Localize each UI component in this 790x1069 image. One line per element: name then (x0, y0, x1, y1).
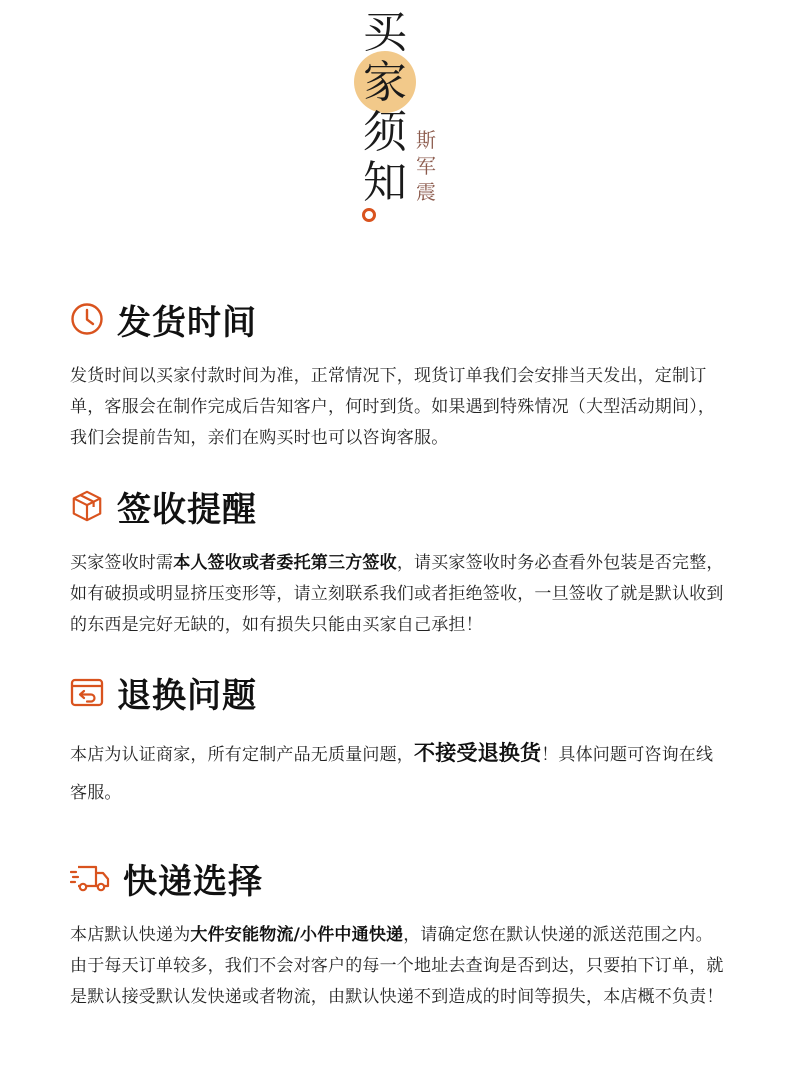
delivery-truck-icon (70, 861, 110, 895)
section-header (70, 856, 730, 900)
subtitle-char: 斯 (416, 128, 436, 152)
text-part: 本店为认证商家，所有定制产品无质量问题， (70, 745, 414, 765)
title-char: 须 (363, 107, 407, 158)
text-emphasis: 本人签收或者委托第三方签收 (173, 553, 397, 573)
section-courier (70, 856, 730, 1013)
subtitle (414, 127, 438, 205)
text-part: 买家签收时需 (70, 553, 174, 573)
section-text (70, 920, 730, 1013)
title-char: 家 (363, 57, 407, 108)
section-returns (70, 670, 730, 812)
text-emphasis: 大件安能物流/小件中通快递 (190, 925, 404, 945)
return-box-icon (70, 675, 104, 709)
section-text (70, 548, 730, 641)
title-char: 买 (363, 7, 407, 58)
section-title: 发货时间 (117, 302, 257, 343)
section-shipping-time (70, 297, 730, 454)
text-emphasis: 不接受退换货 (414, 741, 542, 765)
title-char: 知 (363, 157, 407, 208)
section-text: 发货时间以买家付款时间为准，正常情况下，现货订单我们会安排当天发出，定制订单，客服会在制作完成后告知客户，何时到货。如果遇到特殊情况（大型活动期间），我们会提前告知，亲们在购买时也可以咨询客服。 (70, 366, 716, 448)
section-signing (70, 484, 730, 641)
section-text (70, 734, 730, 812)
clock-icon (70, 302, 104, 336)
page-header (0, 0, 790, 240)
section-header (70, 297, 730, 341)
section-header (70, 670, 730, 714)
section-title: 退换问题 (117, 675, 257, 716)
section-title: 快递选择 (123, 861, 263, 902)
section-title: 签收提醒 (117, 489, 257, 530)
package-icon (70, 489, 104, 523)
text-part: ，请确定您在默认快递的派送范围之内。由于每天订单较多，我们不会对客户的每一个地址去查询是否到达，只要拍下订单，就是默认接受默认发快递或者物流，由默认快递不到造成的时间等损失，本店概不负责！ (70, 925, 724, 1007)
decorative-dot (362, 208, 376, 222)
text-part: ！具体问题可咨询在线客服。 (70, 745, 714, 803)
section-header (70, 484, 730, 528)
subtitle-char: 军 (416, 154, 436, 178)
text-part: ，请买家签收时务必查看外包装是否完整，如有破损或明显挤压变形等，请立刻联系我们或者拒绝签收，一旦签收了就是默认收到的东西是完好无缺的，如有损失只能由买家自己承担！ (70, 553, 724, 635)
text-part: 本店默认快递为 (70, 925, 191, 945)
subtitle-char: 震 (416, 180, 436, 204)
